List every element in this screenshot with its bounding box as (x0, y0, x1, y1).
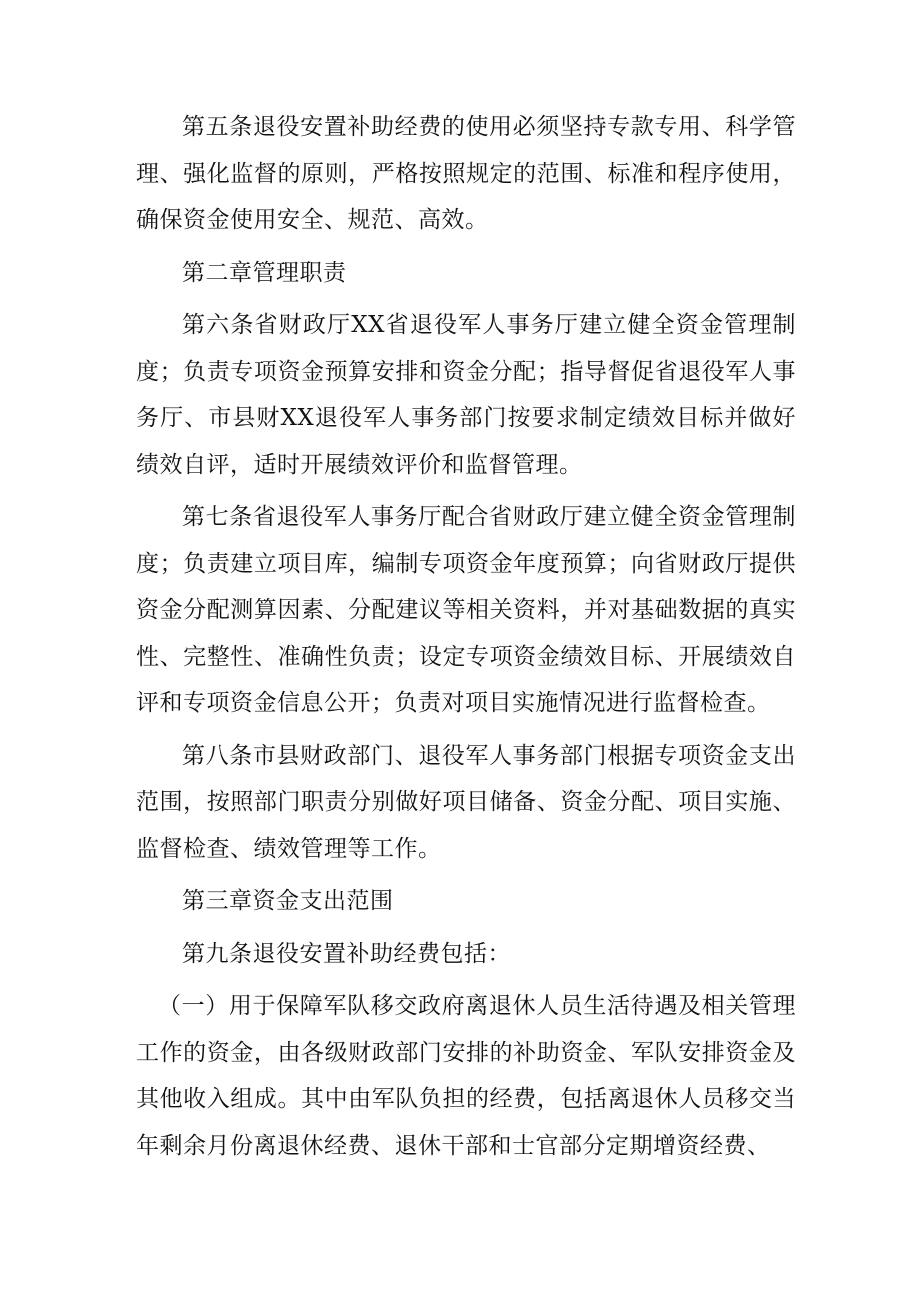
chapter-2-heading: 第二章管理职责 (182, 259, 347, 286)
article-9-paragraph: 第九条退役安置补助经费包括： (182, 940, 511, 967)
article-9-item-1: （一）用于保障军队移交政府离退休人员生活待遇及相关管理工作的资金，由各级财政部门安排的补助资金、军队安排资金及其他收入组成。其中由军队负担的经费，包括离退休人员移交当年剩余月份离退休经费、退休干部和士官部分定期增资经费、 (136, 993, 796, 1159)
article-7-paragraph: 第七条省退役军人事务厅配合省财政厅建立健全资金管理制度；负责建立项目库，编制专项资金年度预算；向省财政厅提供资金分配测算因素、分配建议等相关资料，并对基础数据的真实性、完整性、准确性负责；设定专项资金绩效目标、开展绩效自评和专项资金信息公开；负责对项目实施情况进行监督检查。 (136, 504, 796, 716)
document-body (136, 104, 796, 1175)
article-5-paragraph: 第五条退役安置补助经费的使用必须坚持专款专用、科学管理、强化监督的原则，严格按照规定的范围、标准和程序使用，确保资金使用安全、规范、高效。 (136, 114, 796, 233)
article-6-paragraph: 第六条省财政厅XX省退役军人事务厅建立健全资金管理制度；负责专项资金预算安排和资金分配；指导督促省退役军人事务厅、市县财XX退役军人事务部门按要求制定绩效目标并做好绩效自评，适时开展绩效评价和监督管理。 (136, 312, 796, 478)
article-8-paragraph: 第八条市县财政部门、退役军人事务部门根据专项资金支出范围，按照部门职责分别做好项目储备、资金分配、项目实施、监督检查、绩效管理等工作。 (136, 742, 796, 862)
chapter-3-heading: 第三章资金支出范围 (182, 888, 394, 914)
